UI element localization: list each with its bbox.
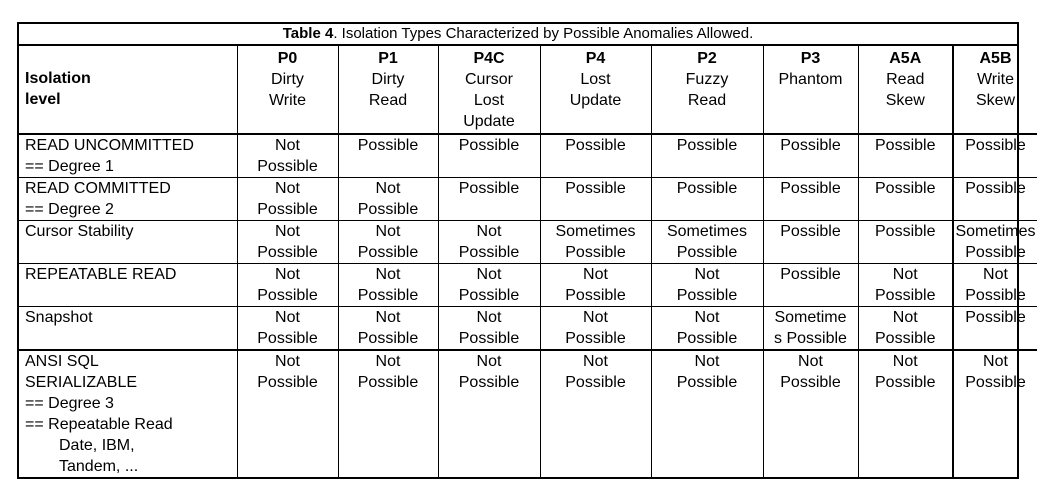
cell-line: Not <box>583 353 608 370</box>
cell-line: Possible <box>676 180 738 197</box>
cell-line: Possible <box>875 223 936 240</box>
col-header-p2 <box>651 46 763 134</box>
cell-line: Possible <box>875 180 936 197</box>
cell-line: Possible <box>565 287 626 304</box>
cell-line: Possible <box>875 287 936 304</box>
table-cell <box>953 307 1037 351</box>
col-name: Update <box>569 92 622 109</box>
cell-line: Possible <box>257 201 318 218</box>
row-label-line: Snapshot <box>25 309 93 326</box>
row-label-line: == Degree 2 <box>25 201 114 218</box>
cell-line: Possible <box>357 374 419 391</box>
col-header-p1 <box>338 46 438 134</box>
cell-line: Possible <box>458 330 520 347</box>
col-name: Read <box>886 71 925 88</box>
cell-line: Not <box>983 266 1008 283</box>
table-cell <box>763 350 858 477</box>
cell-line: Possible <box>565 137 626 154</box>
cell-line: Possible <box>357 201 419 218</box>
col-name: Phantom <box>778 71 843 88</box>
table-cell <box>237 307 338 351</box>
row-label <box>19 264 237 307</box>
col-name: Lost <box>473 92 505 109</box>
row-label <box>19 221 237 264</box>
table-cell <box>540 134 651 178</box>
row-label-line: Tandem, ... <box>59 458 139 475</box>
cell-line: Possible <box>357 330 419 347</box>
cell-line: Possible <box>458 374 520 391</box>
cell-line: Not <box>275 309 300 326</box>
col-name: Skew <box>885 92 925 109</box>
cell-line: Possible <box>257 330 318 347</box>
table-cell <box>953 178 1037 221</box>
table-cell <box>540 221 651 264</box>
isolation-table <box>17 22 1036 479</box>
cell-line: Possible <box>676 137 738 154</box>
cell-line: Possible <box>565 244 626 261</box>
cell-line: Not <box>694 309 720 326</box>
row-label-line: ANSI SQL <box>25 353 99 370</box>
cell-line: Sometimes <box>955 223 1036 240</box>
header-label-line2: level <box>25 91 61 108</box>
table-cell <box>438 307 540 351</box>
col-header-p3 <box>763 46 858 134</box>
table-cell <box>438 178 540 221</box>
cell-line: Not <box>476 353 502 370</box>
cell-line: Sometime <box>774 309 847 326</box>
table-cell <box>237 350 338 477</box>
col-header-p4 <box>540 46 651 134</box>
cell-line: Possible <box>676 244 738 261</box>
cell-line: Sometimes <box>555 223 636 240</box>
row-label-line: == Repeatable Read <box>25 416 173 433</box>
col-code: P4C <box>473 50 505 67</box>
table-cell <box>953 264 1037 307</box>
caption-label: Table 4 <box>282 25 334 42</box>
col-header-p0 <box>237 46 338 134</box>
table-cell <box>858 350 953 477</box>
row-label-line: == Degree 1 <box>25 158 114 175</box>
cell-line: Not <box>275 137 300 154</box>
col-name: Dirty <box>371 71 405 88</box>
table-row-serializable <box>19 350 1037 477</box>
cell-line: Sometimes <box>666 223 748 240</box>
cell-line: Possible <box>565 180 626 197</box>
cell-line: Possible <box>875 330 936 347</box>
cell-line: Not <box>892 309 918 326</box>
col-name: Cursor <box>464 71 513 88</box>
table-cell <box>540 178 651 221</box>
table-cell <box>763 307 858 351</box>
cell-line: Possible <box>965 374 1026 391</box>
col-code: P2 <box>697 50 717 67</box>
cell-line: Possible <box>458 137 520 154</box>
table-cell <box>338 134 438 178</box>
table-cell <box>438 221 540 264</box>
col-code: P4 <box>585 50 606 67</box>
table-cell <box>540 264 651 307</box>
col-name: Dirty <box>271 71 304 88</box>
cell-line: Not <box>476 223 502 240</box>
table-cell <box>237 178 338 221</box>
table-cell <box>438 350 540 477</box>
col-code: P1 <box>378 50 398 67</box>
col-code: A5B <box>979 50 1012 67</box>
table-cell <box>338 221 438 264</box>
header-row <box>19 46 1037 134</box>
cell-line: Not <box>583 266 608 283</box>
table-cell <box>237 221 338 264</box>
row-label <box>19 134 237 178</box>
row-label-line: == Degree 3 <box>25 395 114 412</box>
isolation-level-header <box>19 46 237 134</box>
table-cell <box>953 350 1037 477</box>
cell-line: Possible <box>458 180 520 197</box>
cell-line: Possible <box>780 374 841 391</box>
row-label-line: READ COMMITTED <box>25 180 171 197</box>
table-cell <box>338 307 438 351</box>
cell-line: Not <box>798 353 823 370</box>
col-code: A5A <box>889 50 922 67</box>
cell-line: Not <box>476 309 502 326</box>
col-header-p4c <box>438 46 540 134</box>
table-cell <box>858 178 953 221</box>
table-cell <box>651 307 763 351</box>
table-cell <box>763 264 858 307</box>
cell-line: Possible <box>565 374 626 391</box>
cell-line: Not <box>375 353 401 370</box>
table-cell <box>338 178 438 221</box>
row-label-line: Cursor Stability <box>25 223 134 240</box>
cell-line: Possible <box>965 180 1026 197</box>
row-label-line: SERIALIZABLE <box>25 374 138 391</box>
cell-line: Possible <box>676 287 738 304</box>
cell-line: Possible <box>780 180 841 197</box>
table-row <box>19 178 1037 221</box>
col-name: Update <box>463 113 515 130</box>
cell-line: Possible <box>357 287 419 304</box>
cell-line: Possible <box>565 330 626 347</box>
cell-line: Not <box>375 309 401 326</box>
table-row <box>19 264 1037 307</box>
cell-line: Possible <box>875 374 936 391</box>
cell-line: Not <box>892 353 918 370</box>
cell-line: s Possible <box>774 330 847 347</box>
cell-line: Possible <box>458 244 520 261</box>
col-header-a5a <box>858 46 953 134</box>
cell-line: Possible <box>357 137 419 154</box>
cell-line: Possible <box>965 244 1026 261</box>
table-cell <box>651 350 763 477</box>
col-name: Read <box>368 92 408 109</box>
col-name: Skew <box>975 92 1016 109</box>
row-label <box>19 350 237 477</box>
cell-line: Possible <box>780 137 841 154</box>
row-label-line: Date, IBM, <box>59 437 135 454</box>
cell-line: Not <box>694 353 720 370</box>
col-name: Fuzzy <box>685 71 729 88</box>
table-caption <box>19 24 1017 46</box>
cell-line: Not <box>275 223 300 240</box>
table-cell <box>763 178 858 221</box>
cell-line: Possible <box>357 244 419 261</box>
col-name: Write <box>268 92 307 109</box>
cell-line: Not <box>275 353 300 370</box>
table-cell <box>651 134 763 178</box>
caption-title: . Isolation Types Characterized by Possible Anomalies Allowed. <box>333 25 754 42</box>
table-cell <box>858 264 953 307</box>
col-name: Lost <box>580 71 611 88</box>
cell-line: Not <box>583 309 608 326</box>
cell-line: Possible <box>676 330 738 347</box>
table-cell <box>651 178 763 221</box>
table-cell <box>763 221 858 264</box>
cell-line: Possible <box>458 287 520 304</box>
table-cell <box>651 221 763 264</box>
table-cell <box>540 350 651 477</box>
col-code: P3 <box>800 50 821 67</box>
cell-line: Possible <box>257 244 318 261</box>
table-cell <box>858 134 953 178</box>
table-cell <box>237 264 338 307</box>
table-cell <box>338 350 438 477</box>
header-label-line1: Isolation <box>25 70 91 87</box>
table-row <box>19 221 1037 264</box>
cell-line: Not <box>375 223 401 240</box>
cell-line: Possible <box>257 374 318 391</box>
table-cell <box>438 264 540 307</box>
cell-line: Possible <box>965 309 1026 326</box>
cell-line: Not <box>892 266 918 283</box>
table-cell <box>763 134 858 178</box>
cell-line: Not <box>375 266 401 283</box>
cell-line: Possible <box>676 374 738 391</box>
cell-line: Possible <box>780 266 841 283</box>
table-cell <box>858 307 953 351</box>
row-label-line: REPEATABLE READ <box>25 266 177 283</box>
cell-line: Possible <box>965 287 1026 304</box>
cell-line: Possible <box>257 287 318 304</box>
cell-line: Not <box>983 353 1008 370</box>
row-label-line: READ UNCOMMITTED <box>25 137 194 154</box>
table-cell <box>651 264 763 307</box>
col-name: Read <box>687 92 727 109</box>
table-cell <box>858 221 953 264</box>
cell-line: Not <box>275 266 300 283</box>
row-label <box>19 178 237 221</box>
table-cell <box>953 221 1037 264</box>
col-name: Write <box>976 71 1015 88</box>
table-cell <box>338 264 438 307</box>
cell-line: Possible <box>780 223 841 240</box>
col-header-a5b <box>953 46 1037 134</box>
cell-line: Possible <box>875 137 936 154</box>
table-row <box>19 307 1037 351</box>
cell-line: Not <box>694 266 720 283</box>
table-cell <box>438 134 540 178</box>
row-label <box>19 307 237 351</box>
col-code: P0 <box>277 50 298 67</box>
cell-line: Not <box>476 266 502 283</box>
table-cell <box>540 307 651 351</box>
cell-line: Not <box>275 180 300 197</box>
cell-line: Not <box>375 180 401 197</box>
table-cell <box>237 134 338 178</box>
table-cell <box>953 134 1037 178</box>
cell-line: Possible <box>257 158 318 175</box>
table-row <box>19 134 1037 178</box>
cell-line: Possible <box>965 137 1026 154</box>
